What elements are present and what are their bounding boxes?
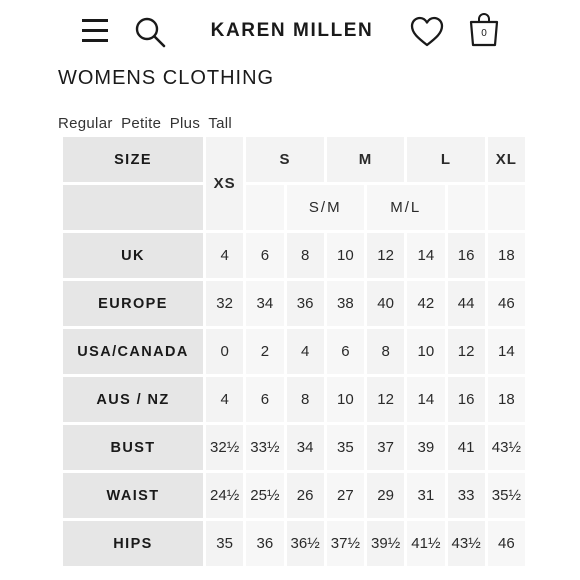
size-value-cell: 4	[206, 377, 243, 422]
subgroup-s-left	[246, 185, 283, 230]
size-value-cell: 4	[287, 329, 324, 374]
tab-regular[interactable]: Regular	[58, 115, 113, 132]
size-value-cell: 16	[448, 377, 485, 422]
size-value-cell: 35	[206, 521, 243, 566]
size-value-cell: 38	[327, 281, 364, 326]
tab-tall[interactable]: Tall	[208, 115, 233, 132]
size-value-cell: 8	[287, 233, 324, 278]
size-value-cell: 10	[327, 377, 364, 422]
size-value-cell: 39	[407, 425, 444, 470]
tab-petite[interactable]: Petite	[121, 115, 162, 132]
brand-logo[interactable]: KAREN MILLEN	[210, 20, 374, 41]
row-label: AUS / NZ	[63, 377, 203, 422]
table-row	[63, 473, 525, 518]
size-value-cell: 29	[367, 473, 404, 518]
tab-plus[interactable]: Plus	[169, 115, 201, 132]
size-value-cell: 44	[448, 281, 485, 326]
size-value-cell: 10	[327, 233, 364, 278]
site-header	[0, 0, 580, 64]
size-value-cell: 24½	[206, 473, 243, 518]
size-value-cell: 46	[488, 521, 525, 566]
size-value-cell: 4	[206, 233, 243, 278]
size-value-cell: 43½	[488, 425, 525, 470]
size-value-cell: 33½	[246, 425, 283, 470]
size-value-cell: 35½	[488, 473, 525, 518]
row-label: BUST	[63, 425, 203, 470]
wishlist-heart-icon[interactable]	[410, 16, 444, 48]
size-value-cell: 34	[246, 281, 283, 326]
size-value-cell: 14	[407, 233, 444, 278]
size-value-cell: 35	[327, 425, 364, 470]
size-group-s: S	[246, 137, 324, 182]
size-value-cell: 0	[206, 329, 243, 374]
size-value-cell: 39½	[367, 521, 404, 566]
size-value-cell: 8	[287, 377, 324, 422]
size-value-cell: 25½	[246, 473, 283, 518]
size-value-cell: 16	[448, 233, 485, 278]
row-label: UK	[63, 233, 203, 278]
size-value-cell: 12	[367, 377, 404, 422]
size-rows	[63, 233, 525, 566]
size-value-cell: 36	[246, 521, 283, 566]
size-value-cell: 32½	[206, 425, 243, 470]
size-value-cell: 6	[246, 377, 283, 422]
size-value-cell: 31	[407, 473, 444, 518]
size-value-cell: 37½	[327, 521, 364, 566]
table-row	[63, 425, 525, 470]
table-row	[63, 281, 525, 326]
size-value-cell: 10	[407, 329, 444, 374]
size-value-cell: 14	[407, 377, 444, 422]
table-subheader-row	[63, 185, 525, 230]
size-value-cell: 34	[287, 425, 324, 470]
subgroup-xl	[488, 185, 525, 230]
size-value-cell: 36½	[287, 521, 324, 566]
size-value-cell: 41½	[407, 521, 444, 566]
size-value-cell: 37	[367, 425, 404, 470]
size-value-cell: 6	[327, 329, 364, 374]
size-value-cell: 46	[488, 281, 525, 326]
size-group-xs: XS	[206, 137, 243, 230]
table-row	[63, 521, 525, 566]
empty-header-cell	[63, 185, 203, 230]
size-group-m: M	[327, 137, 405, 182]
fit-tabs	[58, 115, 236, 132]
size-value-cell: 33	[448, 473, 485, 518]
subgroup-ml: M/L	[367, 185, 445, 230]
size-value-cell: 14	[488, 329, 525, 374]
size-value-cell: 26	[287, 473, 324, 518]
size-value-cell: 18	[488, 233, 525, 278]
subgroup-sm: S/M	[287, 185, 365, 230]
row-label: WAIST	[63, 473, 203, 518]
size-value-cell: 42	[407, 281, 444, 326]
table-header-row	[63, 137, 525, 182]
size-table	[60, 134, 528, 569]
size-value-cell: 36	[287, 281, 324, 326]
size-value-cell: 6	[246, 233, 283, 278]
search-icon[interactable]	[134, 16, 166, 48]
page-title: WOMENS CLOTHING	[58, 67, 275, 89]
table-row	[63, 329, 525, 374]
shopping-bag-icon[interactable]	[469, 12, 499, 48]
menu-icon[interactable]	[82, 17, 109, 44]
size-value-cell: 2	[246, 329, 283, 374]
subgroup-l-right	[448, 185, 485, 230]
size-value-cell: 12	[448, 329, 485, 374]
size-value-cell: 40	[367, 281, 404, 326]
row-label: HIPS	[63, 521, 203, 566]
row-label: EUROPE	[63, 281, 203, 326]
size-value-cell: 43½	[448, 521, 485, 566]
size-value-cell: 41	[448, 425, 485, 470]
size-value-cell: 8	[367, 329, 404, 374]
size-chart	[60, 134, 528, 580]
size-group-l: L	[407, 137, 485, 182]
size-value-cell: 27	[327, 473, 364, 518]
table-row	[63, 233, 525, 278]
table-row	[63, 377, 525, 422]
size-group-xl: XL	[488, 137, 525, 182]
bag-count-badge: 0	[481, 28, 487, 39]
size-value-cell: 12	[367, 233, 404, 278]
size-value-cell: 18	[488, 377, 525, 422]
size-header-cell: SIZE	[63, 137, 203, 182]
size-value-cell: 32	[206, 281, 243, 326]
row-label: USA/CANADA	[63, 329, 203, 374]
